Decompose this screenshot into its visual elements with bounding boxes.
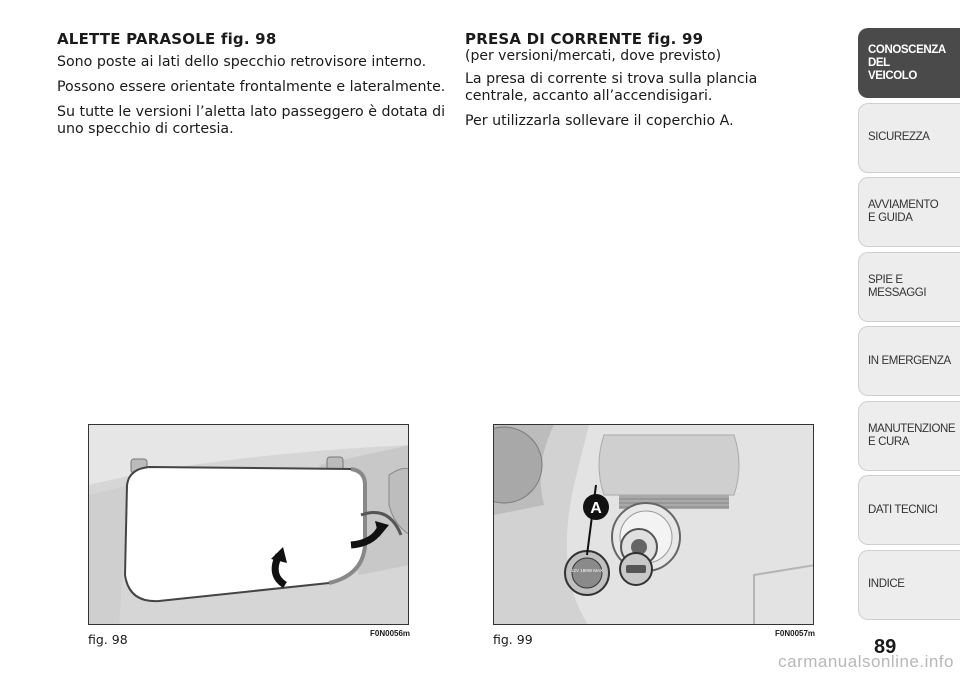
power-socket-paragraph-1: La presa di corrente si trova sulla plancia centrale, accanto all’accendisigari.: [465, 71, 758, 104]
tab-label: DATI TECNICI: [868, 503, 938, 516]
power-socket-section: [465, 30, 815, 138]
tab-label: IN EMERGENZA: [868, 354, 951, 367]
tab-label: SPIE E MESSAGGI: [868, 273, 927, 299]
figure-98-label: fig. 98: [88, 632, 128, 647]
tab-conoscenza-del-veicolo[interactable]: [858, 28, 960, 98]
sun-visor-illustration: [89, 425, 409, 625]
sun-visors-section: [57, 30, 447, 146]
power-socket-illustration: [494, 425, 814, 625]
sun-visors-title: ALETTE PARASOLE fig. 98: [57, 30, 277, 48]
tab-sicurezza[interactable]: [858, 103, 960, 173]
figure-99-power-socket: [493, 424, 814, 625]
tab-spie-e-messaggi[interactable]: [858, 252, 960, 322]
watermark: carmanualsonline.info: [778, 652, 954, 671]
tab-label: AVVIAMENTO E GUIDA: [868, 199, 939, 224]
tab-label: MANUTENZIONE E CURA: [868, 422, 956, 448]
tab-manutenzione-e-cura[interactable]: [858, 401, 960, 471]
tab-label: SICUREZZA: [868, 131, 930, 143]
figure-98-code: F0N0056m: [370, 629, 411, 638]
sun-visors-paragraph-3: Su tutte le versioni l’aletta lato passeggero è dotata di uno specchio di cortesia.: [57, 104, 446, 137]
sun-visors-paragraph-1: Sono poste ai lati dello specchio retrovisore interno.: [57, 54, 427, 70]
tab-in-emergenza[interactable]: [858, 326, 960, 396]
sun-visors-paragraph-2: Possono essere orientate frontalmente e lateralmente.: [57, 79, 446, 95]
power-socket-subtitle: (per versioni/mercati, dove previsto): [465, 48, 722, 64]
figure-99-label: fig. 99: [493, 632, 533, 647]
tab-label: CONOSCENZA DEL VEICOLO: [868, 43, 946, 82]
page-number: 89: [874, 636, 897, 658]
figure-98-sun-visor: [88, 424, 409, 625]
power-socket-title-text: PRESA DI CORRENTE fig. 99: [465, 30, 704, 48]
tab-avviamento-e-guida[interactable]: [858, 177, 960, 247]
power-socket-paragraph-2: Per utilizzarla sollevare il coperchio A.: [465, 113, 734, 129]
socket-rating-text: 12V 180W MAX: [570, 568, 604, 573]
tab-indice[interactable]: [858, 550, 960, 620]
chapter-tabs: [858, 28, 960, 624]
figure-99-code: F0N0057m: [775, 629, 816, 638]
power-socket-title: [465, 30, 815, 65]
tab-label: INDICE: [868, 578, 905, 590]
callout-a-label: A: [590, 500, 602, 517]
tab-dati-tecnici[interactable]: [858, 475, 960, 545]
